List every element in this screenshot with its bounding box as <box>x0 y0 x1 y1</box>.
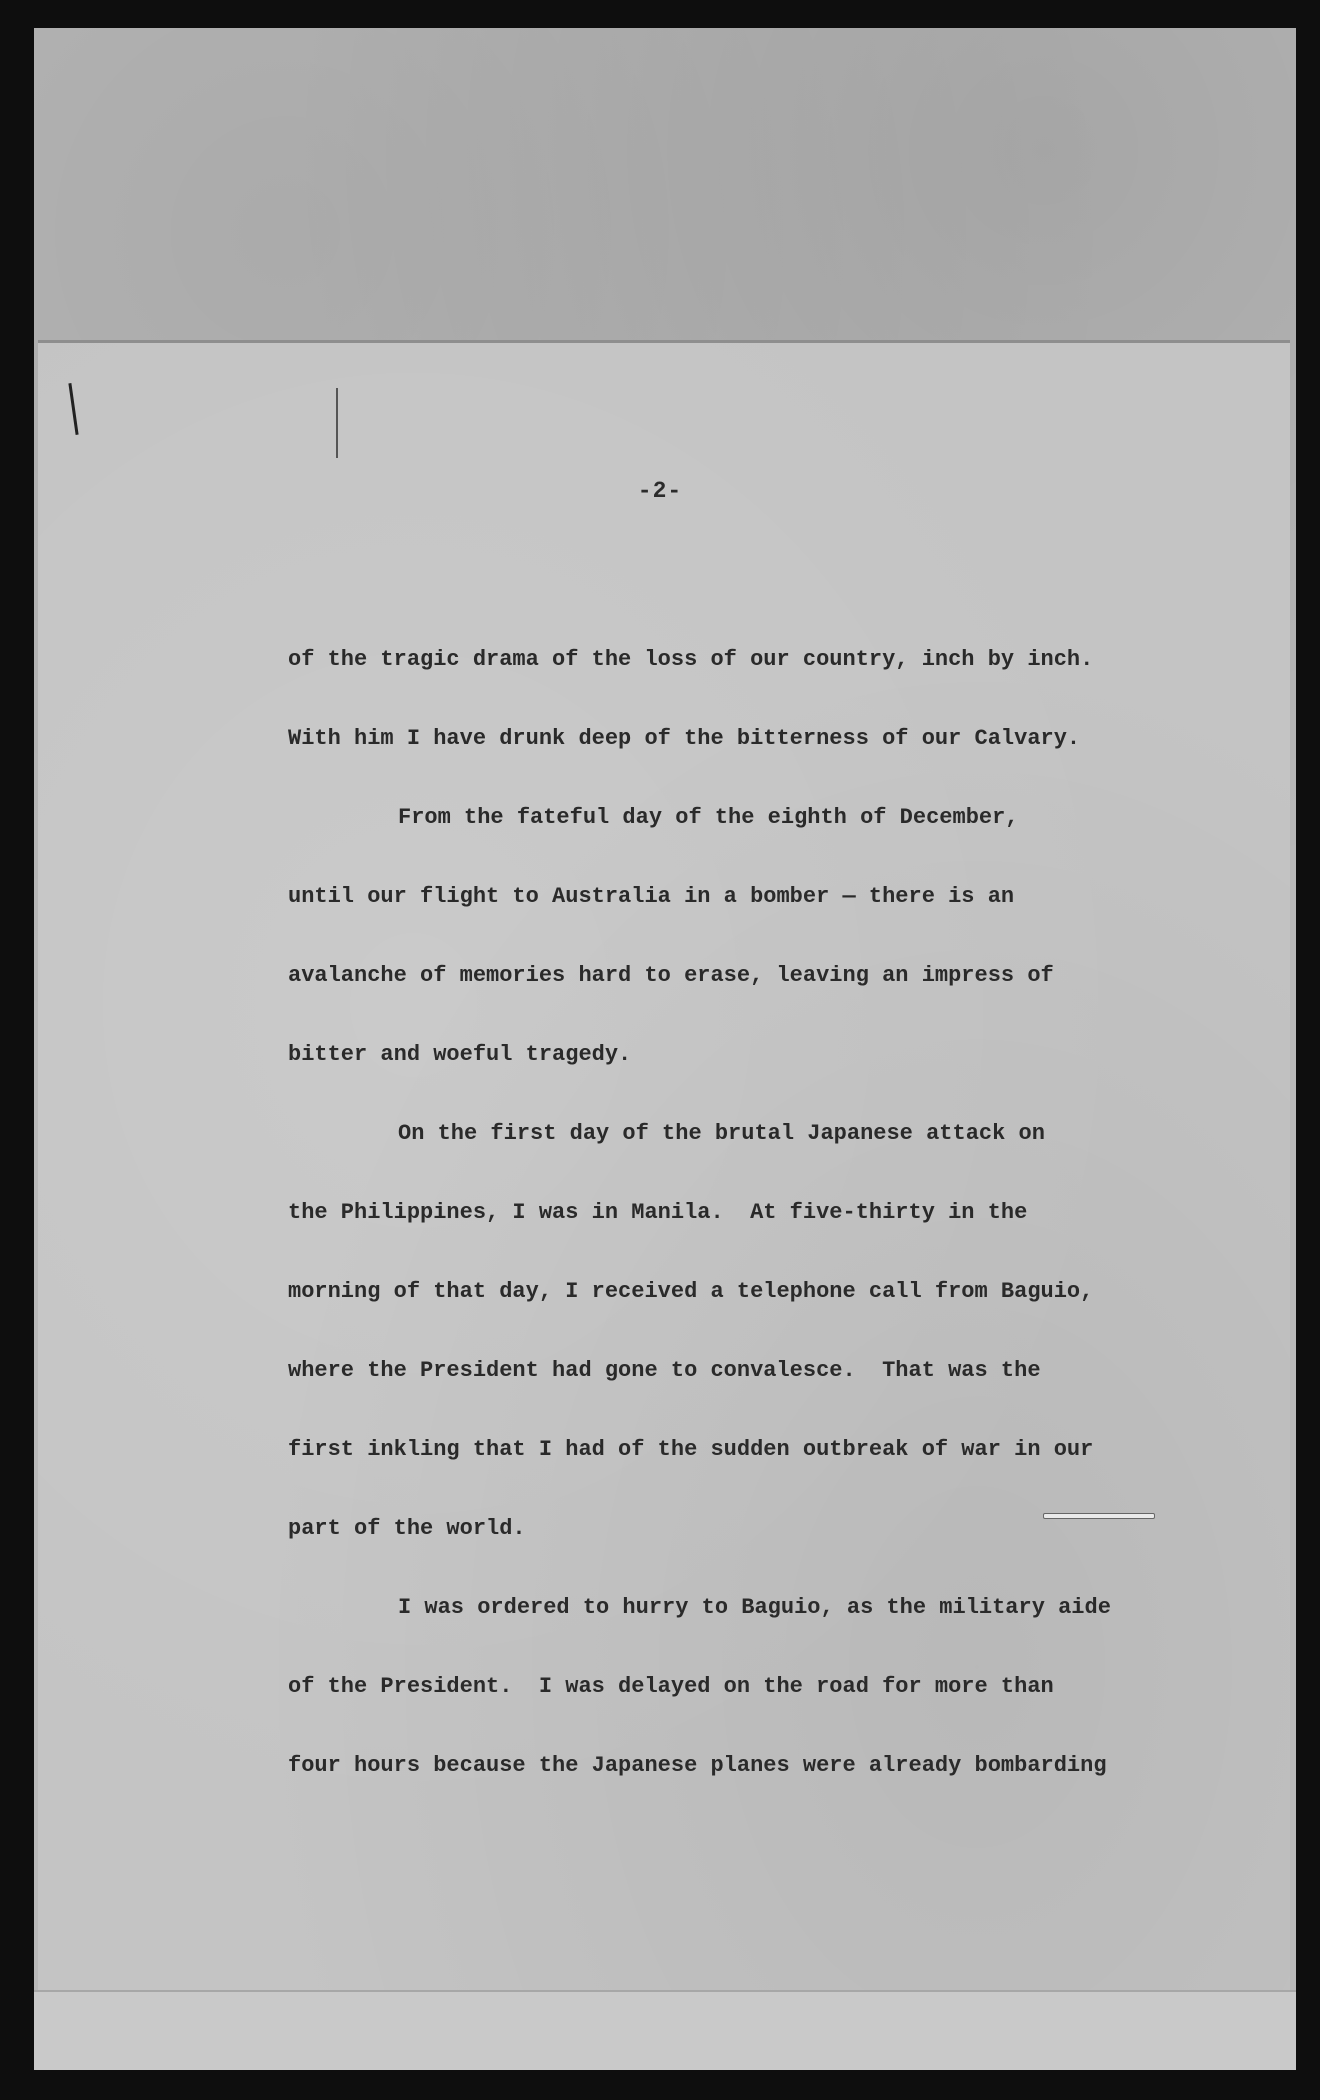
text-line: I was ordered to hurry to Baguio, as the military aide <box>398 1595 1111 1620</box>
text-line: bitter and woeful tragedy. <box>288 1042 632 1067</box>
bottom-strip <box>34 1990 1296 2070</box>
text-line: of the President. I was delayed on the road for more than <box>288 1674 1054 1699</box>
body-text <box>288 620 1118 1805</box>
text-line: From the fateful day of the eighth of December, <box>398 805 1019 830</box>
text-line: On the first day of the brutal Japanese attack on <box>398 1121 1045 1146</box>
text-line: the Philippines, I was in Manila. At five-thirty in the <box>288 1200 1028 1225</box>
page-number: -2- <box>637 478 683 504</box>
stray-mark <box>68 383 78 435</box>
text-line: part of the world. <box>288 1516 526 1541</box>
stray-mark <box>336 388 338 458</box>
text-line: where the President had gone to convalesce. That was the <box>288 1358 1041 1383</box>
text-line: morning of that day, I received a telephone call from Baguio, <box>288 1279 1094 1304</box>
text-line: of the tragic drama of the loss of our country, inch by inch. <box>288 647 1094 672</box>
text-line: four hours because the Japanese planes were already bombarding <box>288 1753 1107 1778</box>
text-line: avalanche of memories hard to erase, leaving an impress of <box>288 963 1054 988</box>
text-line: With him I have drunk deep of the bitterness of our Calvary. <box>288 726 1081 751</box>
text-line: first inkling that I had of the sudden outbreak of war in our <box>288 1437 1094 1462</box>
text-line: until our flight to Australia in a bomber — there is an <box>288 884 1015 909</box>
